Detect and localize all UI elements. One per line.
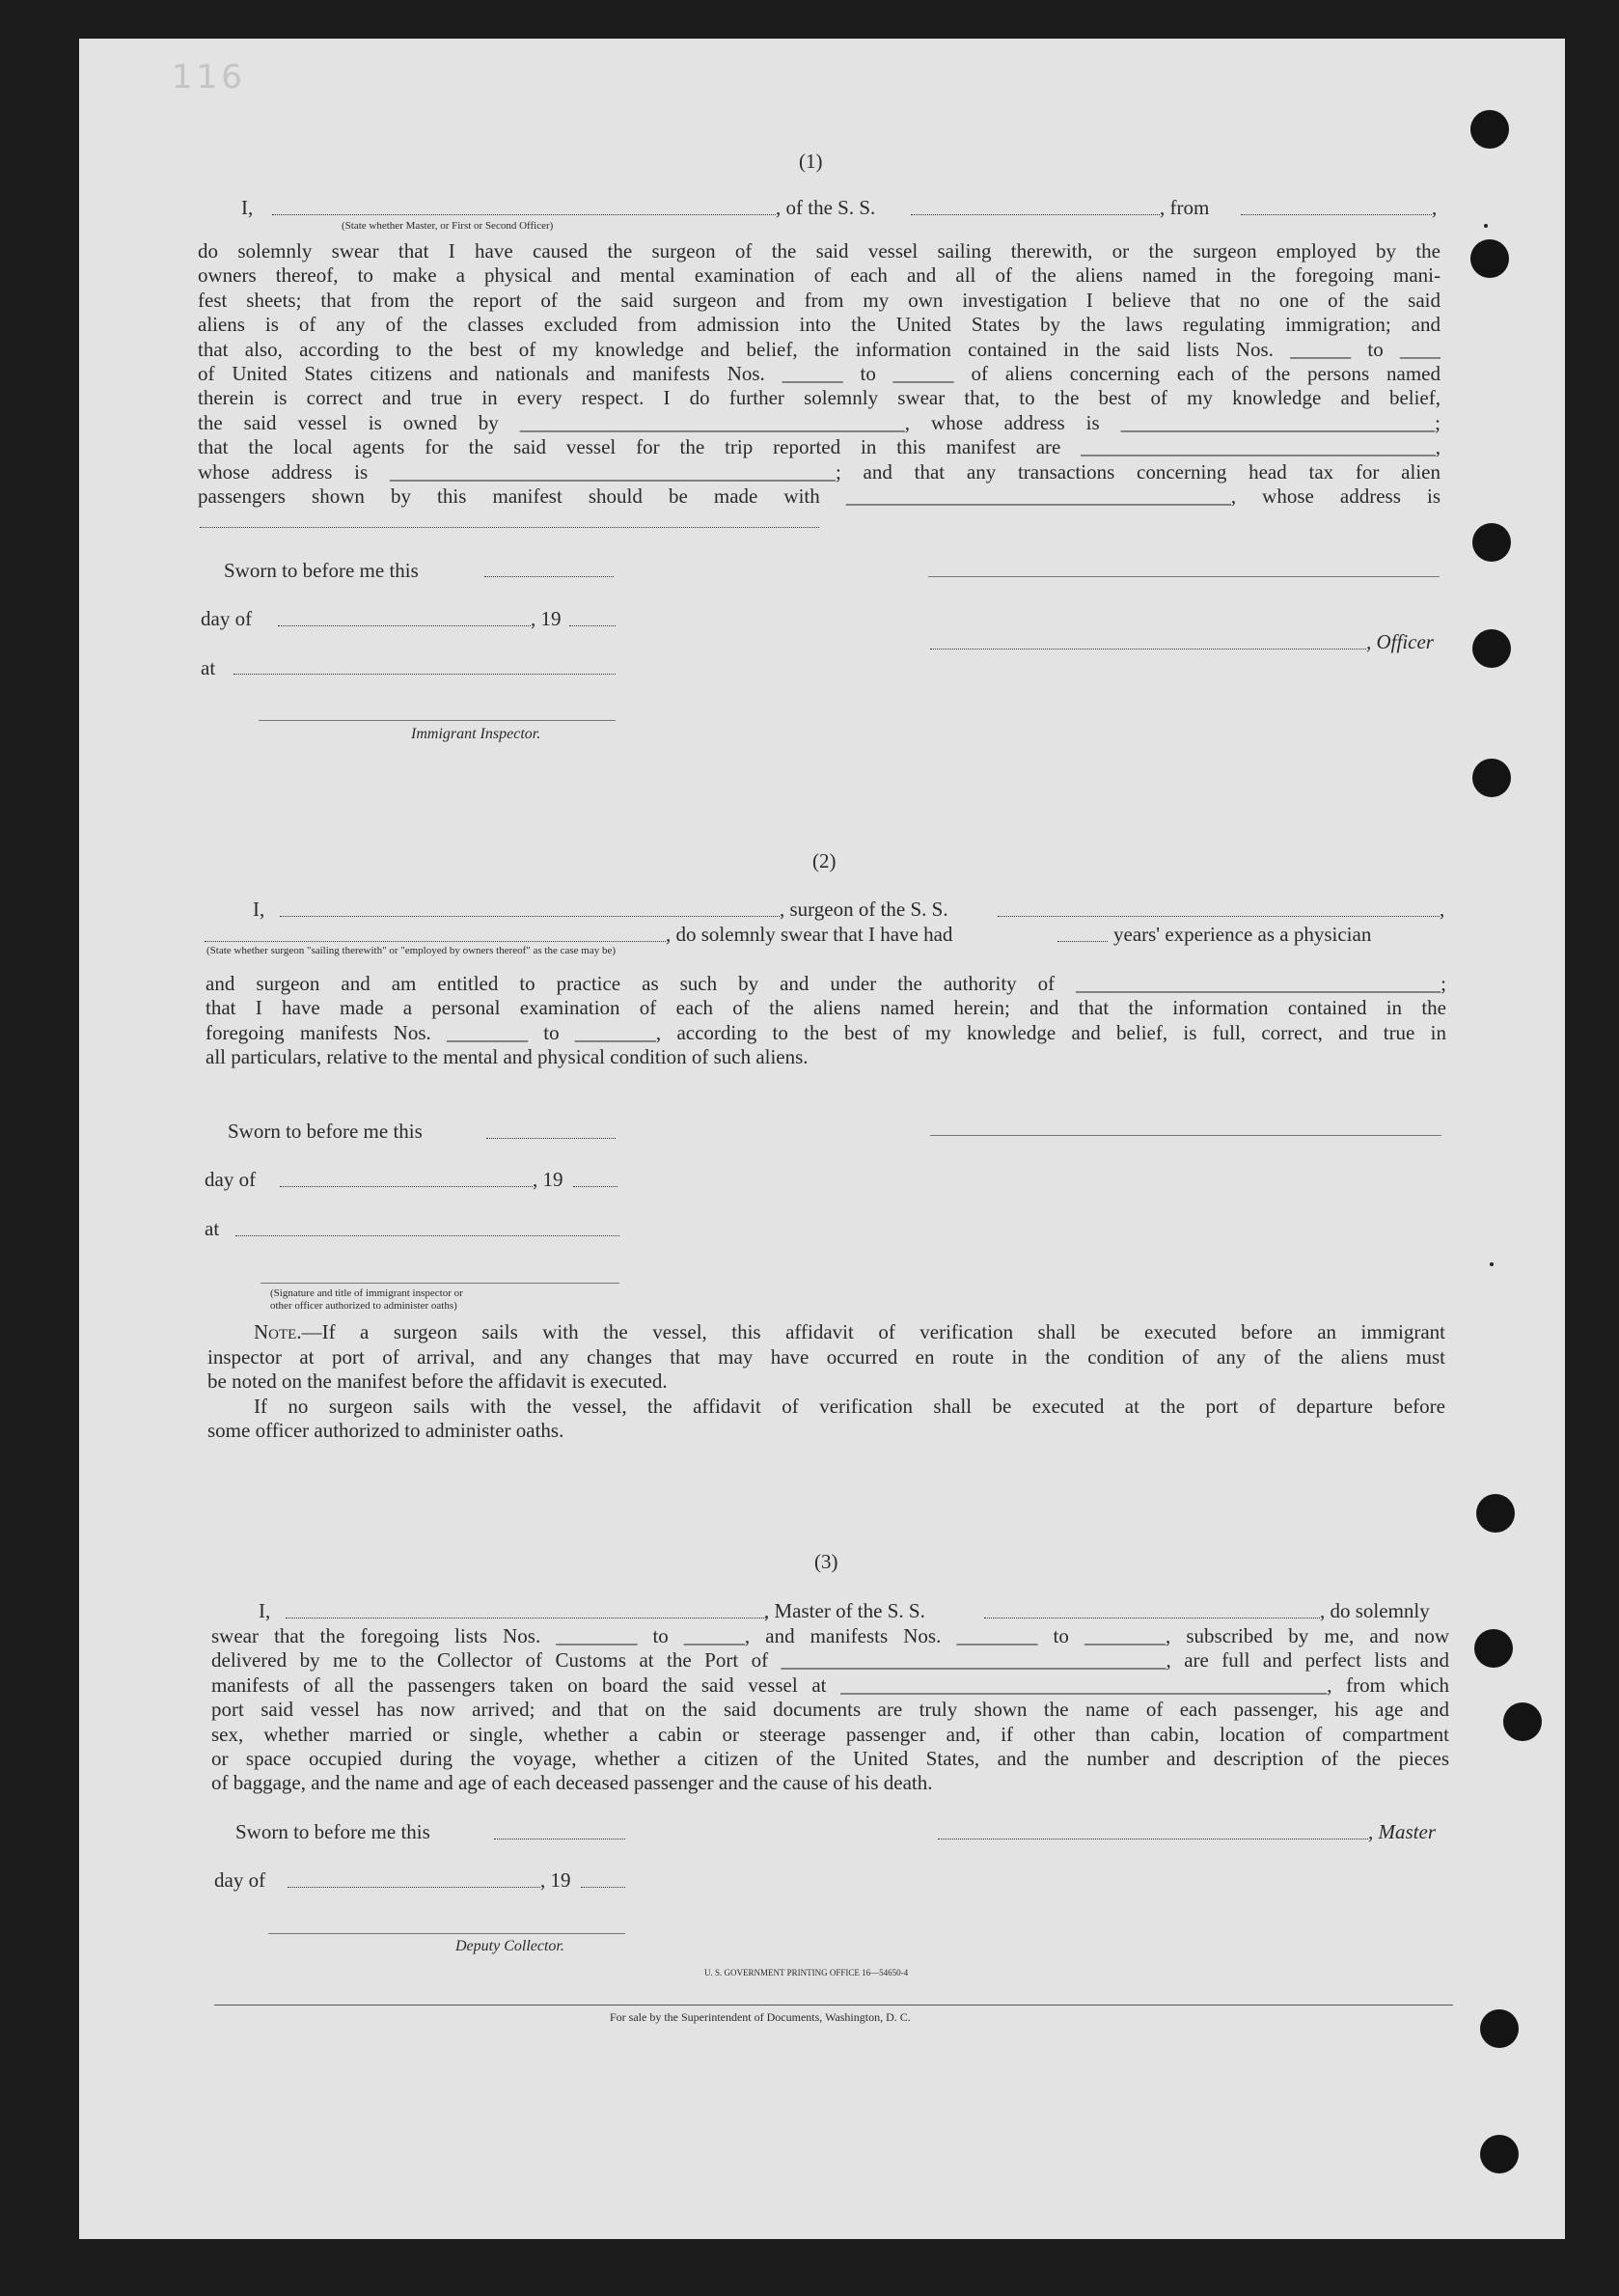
body-line: manifests of all the passengers taken on board the said vessel at ________________________________________________, from which xyxy=(211,1673,1449,1697)
binder-hole xyxy=(1472,523,1511,562)
officer-name-line xyxy=(272,214,776,215)
master-label: , Master xyxy=(1368,1820,1436,1843)
at-label: at xyxy=(205,1217,220,1240)
solemnly-swear-label: , do solemnly swear that I have had xyxy=(666,923,953,946)
binder-hole xyxy=(1472,629,1511,668)
deputy-signature-line xyxy=(268,1933,625,1934)
from-port-line xyxy=(1241,214,1432,215)
address-line xyxy=(200,527,819,528)
body-line: of baggage, and the name and age of each deceased passenger and the cause of his death. xyxy=(211,1771,933,1795)
sworn-date-line xyxy=(486,1138,616,1139)
at-place-line xyxy=(233,674,616,675)
note-label: Note. xyxy=(254,1320,302,1343)
master-of-label: , Master of the S. S. xyxy=(764,1599,925,1622)
printer-imprint: U. S. GOVERNMENT PRINTING OFFICE 16—54650-4 xyxy=(704,1968,909,1978)
binder-hole xyxy=(1480,2009,1519,2048)
officer-label: , Officer xyxy=(1366,630,1434,653)
body-line: whose address is ____________________________________________; and that any transactions concerning head tax for alien xyxy=(198,459,1441,484)
body-line: sex, whether married or single, whether a cabin or steerage passenger and, if other than cabin, location of compartment xyxy=(211,1722,1449,1746)
surgeon-signature-line xyxy=(930,1135,1441,1136)
body-line: therein is correct and true in every respect. I do further solemnly swear that, to the best of my knowledge and belief, xyxy=(198,386,1441,410)
years-label: years' experience as a physician xyxy=(1113,923,1372,946)
officer-signature-line xyxy=(928,576,1440,577)
body-line: that the local agents for the said vessel for the trip reported in this manifest are ___________________________________, xyxy=(198,435,1441,459)
surgeon-of-label: , surgeon of the S. S. xyxy=(780,898,948,921)
body-line: delivered by me to the Collector of Customs at the Port of ______________________________________, are full and perfect lists and xyxy=(211,1648,1449,1673)
note-line: inspector at port of arrival, and any changes that may have occurred en route in the condition of any of the aliens must xyxy=(207,1344,1445,1369)
day-of-label: day of xyxy=(214,1868,266,1892)
binder-hole xyxy=(1480,2135,1519,2173)
year-label: , 19 xyxy=(533,1168,563,1191)
section-1-i-label: I, xyxy=(241,196,254,219)
body-line: do solemnly swear that I have caused the surgeon of the said vessel sailing therewith, or the surgeon employed by the xyxy=(198,239,1441,263)
binder-hole xyxy=(1470,110,1509,149)
inspector-signature-line xyxy=(259,720,616,721)
surgeon-name-line xyxy=(280,916,780,917)
binder-hole xyxy=(1503,1702,1542,1741)
deputy-label: Deputy Collector. xyxy=(455,1938,564,1954)
signature-caption: other officer authorized to administer oaths) xyxy=(270,1300,457,1312)
sworn-label: Sworn to before me this xyxy=(224,559,419,582)
signature-line xyxy=(261,1283,619,1284)
page-number-stamp: 116 xyxy=(172,58,246,97)
officer-title-line xyxy=(930,649,1366,650)
signature-caption: (Signature and title of immigrant inspector or xyxy=(270,1287,463,1299)
comma: , xyxy=(1440,898,1445,921)
section-1-caption: (State whether Master, or First or Second Officer) xyxy=(342,220,554,232)
body-line: fest sheets; that from the report of the said surgeon and from my own investigation I believe that no one of the said xyxy=(198,288,1441,312)
years-line xyxy=(1057,941,1108,942)
binder-hole xyxy=(1472,759,1511,797)
of-ss-label: , of the S. S. xyxy=(776,196,876,219)
section-2-i-label: I, xyxy=(253,898,265,921)
section-1-body xyxy=(198,239,1441,509)
body-line: passengers shown by this manifest should be made with ______________________________________, whose address is xyxy=(198,484,1441,509)
body-line: the said vessel is owned by ______________________________________, whose address is _______________________________; xyxy=(198,410,1441,434)
body-line: aliens is of any of the classes excluded from admission into the United States by the laws regulating immigration; and xyxy=(198,313,1441,337)
day-of-label: day of xyxy=(205,1168,257,1191)
speck xyxy=(1490,1262,1494,1266)
speck xyxy=(1484,224,1488,228)
master-signature-line xyxy=(938,1839,1368,1840)
note-line: Note.—If a surgeon sails with the vessel, this affidavit of verification shall be executed before an immigrant xyxy=(254,1320,1445,1343)
note-line: be noted on the manifest before the affidavit is executed. xyxy=(207,1369,668,1393)
sworn-date-line xyxy=(484,576,614,577)
day-of-label: day of xyxy=(201,607,253,630)
note-line: If no surgeon sails with the vessel, the affidavit of verification shall be executed at the port of departure before xyxy=(254,1394,1445,1418)
body-line: port said vessel has now arrived; and that on the said documents are truly shown the name of each passenger, his age and xyxy=(211,1698,1449,1722)
year-label: , 19 xyxy=(531,607,562,630)
body-line: and surgeon and am entitled to practice as such by and under the authority of ____________________________________; xyxy=(206,972,1446,995)
section-3-body xyxy=(211,1624,1449,1796)
body-line: that I have made a personal examination of each of the aliens named herein; and that the information contained in the xyxy=(206,996,1446,1020)
year-label: , 19 xyxy=(540,1868,571,1892)
section-2-caption: (State whether surgeon "sailing therewith" or "employed by owners thereof" as the case may be) xyxy=(206,945,617,956)
year-line xyxy=(581,1887,625,1888)
binder-hole xyxy=(1476,1494,1515,1533)
binder-hole xyxy=(1474,1629,1513,1668)
inspector-label: Immigrant Inspector. xyxy=(411,726,541,742)
body-line: swear that the foregoing lists Nos. ________ to ______, and manifests Nos. ________ to ________, subscribed by me, and now xyxy=(211,1624,1449,1647)
comma: , xyxy=(1432,196,1438,219)
body-line: or space occupied during the voyage, whether a citizen of the United States, and the number and description of the pieces xyxy=(211,1747,1449,1771)
sale-notice: For sale by the Superintendent of Documents, Washington, D. C. xyxy=(610,2010,911,2024)
day-line xyxy=(280,1186,533,1187)
year-line xyxy=(573,1186,617,1187)
section-2-body xyxy=(206,972,1446,1070)
section-3-number: (3) xyxy=(814,1550,838,1573)
body-line: foregoing manifests Nos. ________ to ________, according to the best of my knowledge and belief, is full, correct, and true in xyxy=(206,1020,1446,1044)
note-line: some officer authorized to administer oaths. xyxy=(207,1419,564,1442)
from-label: , from xyxy=(1160,196,1210,219)
body-line: of United States citizens and nationals and manifests Nos. ______ to ______ of aliens concerning each of the persons named xyxy=(198,362,1441,386)
body-line: all particulars, relative to the mental and physical condition of such aliens. xyxy=(206,1045,809,1069)
sworn-label: Sworn to before me this xyxy=(235,1820,430,1843)
sworn-label: Sworn to before me this xyxy=(228,1120,423,1143)
at-label: at xyxy=(201,656,216,679)
vessel-name-line xyxy=(911,214,1160,215)
section-1-number: (1) xyxy=(799,150,823,173)
note-block xyxy=(207,1320,1445,1444)
body-line: that also, according to the best of my knowledge and belief, the information contained in the said lists Nos. ______ to ____ xyxy=(198,337,1441,361)
at-place-line xyxy=(235,1235,619,1236)
day-line xyxy=(288,1887,540,1888)
surgeon-type-line xyxy=(205,941,666,942)
footer-rule xyxy=(214,2005,1453,2006)
binder-hole xyxy=(1470,239,1509,278)
body-line: owners thereof, to make a physical and mental examination of each and all of the aliens named in the foregoing mani- xyxy=(198,263,1441,288)
day-line xyxy=(278,625,531,626)
sworn-date-line xyxy=(494,1839,625,1840)
surgeon-vessel-line xyxy=(998,916,1440,917)
do-solemnly-label: , do solemnly xyxy=(1320,1599,1430,1622)
year-line xyxy=(569,625,616,626)
section-3-i-label: I, xyxy=(259,1599,271,1622)
section-2-number: (2) xyxy=(812,849,837,872)
